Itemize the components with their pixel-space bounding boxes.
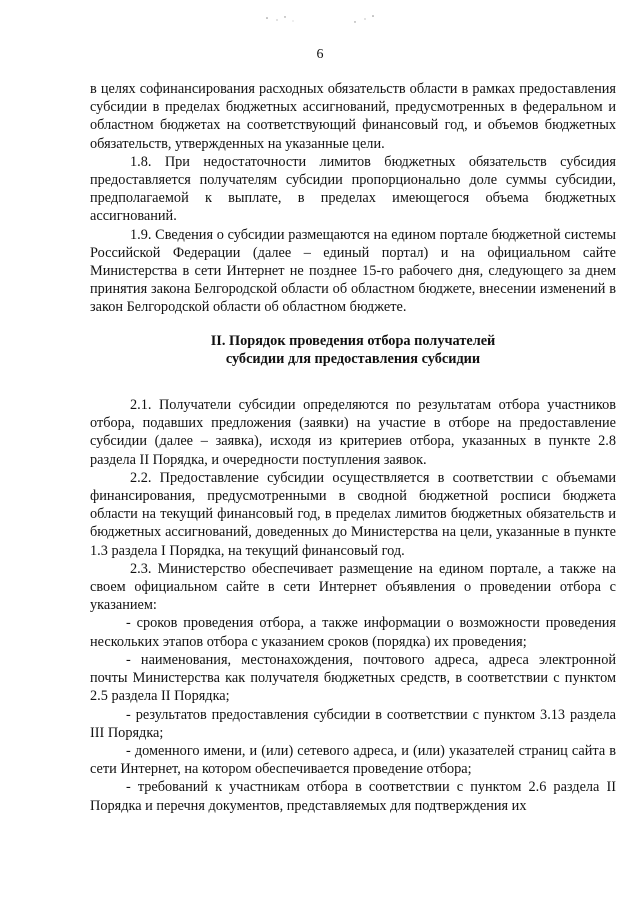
scan-noise-marks [255,10,395,30]
list-item-results: - результатов предоставления субсидии в соответствии с пунктом 3.13 раздела III Порядка; [90,706,616,741]
section-2-heading [90,332,616,368]
list-item-ministry-contacts: - наименования, местонахождения, почтового адреса, адреса электронной почты Министерства как получателя бюджетных средств, в соответствии с пунктом 2.5 раздела II Порядка; [90,651,616,705]
paragraph-continuation: в целях софинансирования расходных обязательств области в рамках предоставления субсидии в пределах бюджетных ассигнований, предусмотренных в федеральном и областном бюджетах на соответствующий финансовый год, и объемов бюджетных обязательств, утвержденных на указанные цели. [90,81,616,152]
paragraph-2-2: 2.2. Предоставление субсидии осуществляется в соответствии с объемами финансирования, предусмотренными в сводной бюджетной росписи бюджета области на текущий финансовый год, в пределах лимитов бюджетных обязательств и бюджетных ассигнований, доведенных до Министерства на цели, указанные в пункте 1.3 раздела I Порядка, на текущий финансовый год. [90,469,616,559]
section-2-heading-line-2: субсидии для предоставления субсидии [225,350,481,367]
page-number: 6 [316,47,324,62]
list-item-requirements: - требований к участникам отбора в соответствии с пунктом 2.6 раздела II Порядка и перечня документов, представляемых для подтверждения их [90,779,616,814]
paragraph-1-8: 1.8. При недостаточности лимитов бюджетных обязательств субсидия предоставляется получателям субсидии пропорционально доле суммы субсидии, предполагаемой к выплате, в пределах имеющегося объема бюджетных ассигнований. [90,153,616,225]
paragraph-2-3: 2.3. Министерство обеспечивает размещение на едином портале, а также на своем официальном сайте в сети Интернет объявления о проведении отбора с указанием: [90,560,616,614]
paragraph-1-9: 1.9. Сведения о субсидии размещаются на едином портале бюджетной системы Российской Федерации (далее – единый портал) и на официальном сайте Министерства в сети Интернет не позднее 15-го рабочего дня, следующего за днем принятия закона Белгородской области об областном бюджете, внесении изменений в закон Белгородской области об областном бюджете. [90,226,616,316]
list-item-deadlines: - сроков проведения отбора, а также информации о возможности проведения нескольких этапов отбора с указанием сроков (порядка) их проведения; [90,615,616,650]
document-body [90,80,616,815]
section-2-heading-line-1: II. Порядок проведения отбора получателей [210,332,496,349]
list-item-domain: - доменного имени, и (или) сетевого адреса, и (или) указателей страниц сайта в сети Интернет, на котором обеспечивается проведение отбора; [90,742,616,778]
paragraph-2-1: 2.1. Получатели субсидии определяются по результатам отбора участников отбора, подавших предложения (заявки) на участие в отборе на предоставление субсидии (далее – заявка), исходя из критериев отбора, указанных в пункте 2.8 раздела II Порядка, и очередности поступления заявок. [90,397,616,468]
